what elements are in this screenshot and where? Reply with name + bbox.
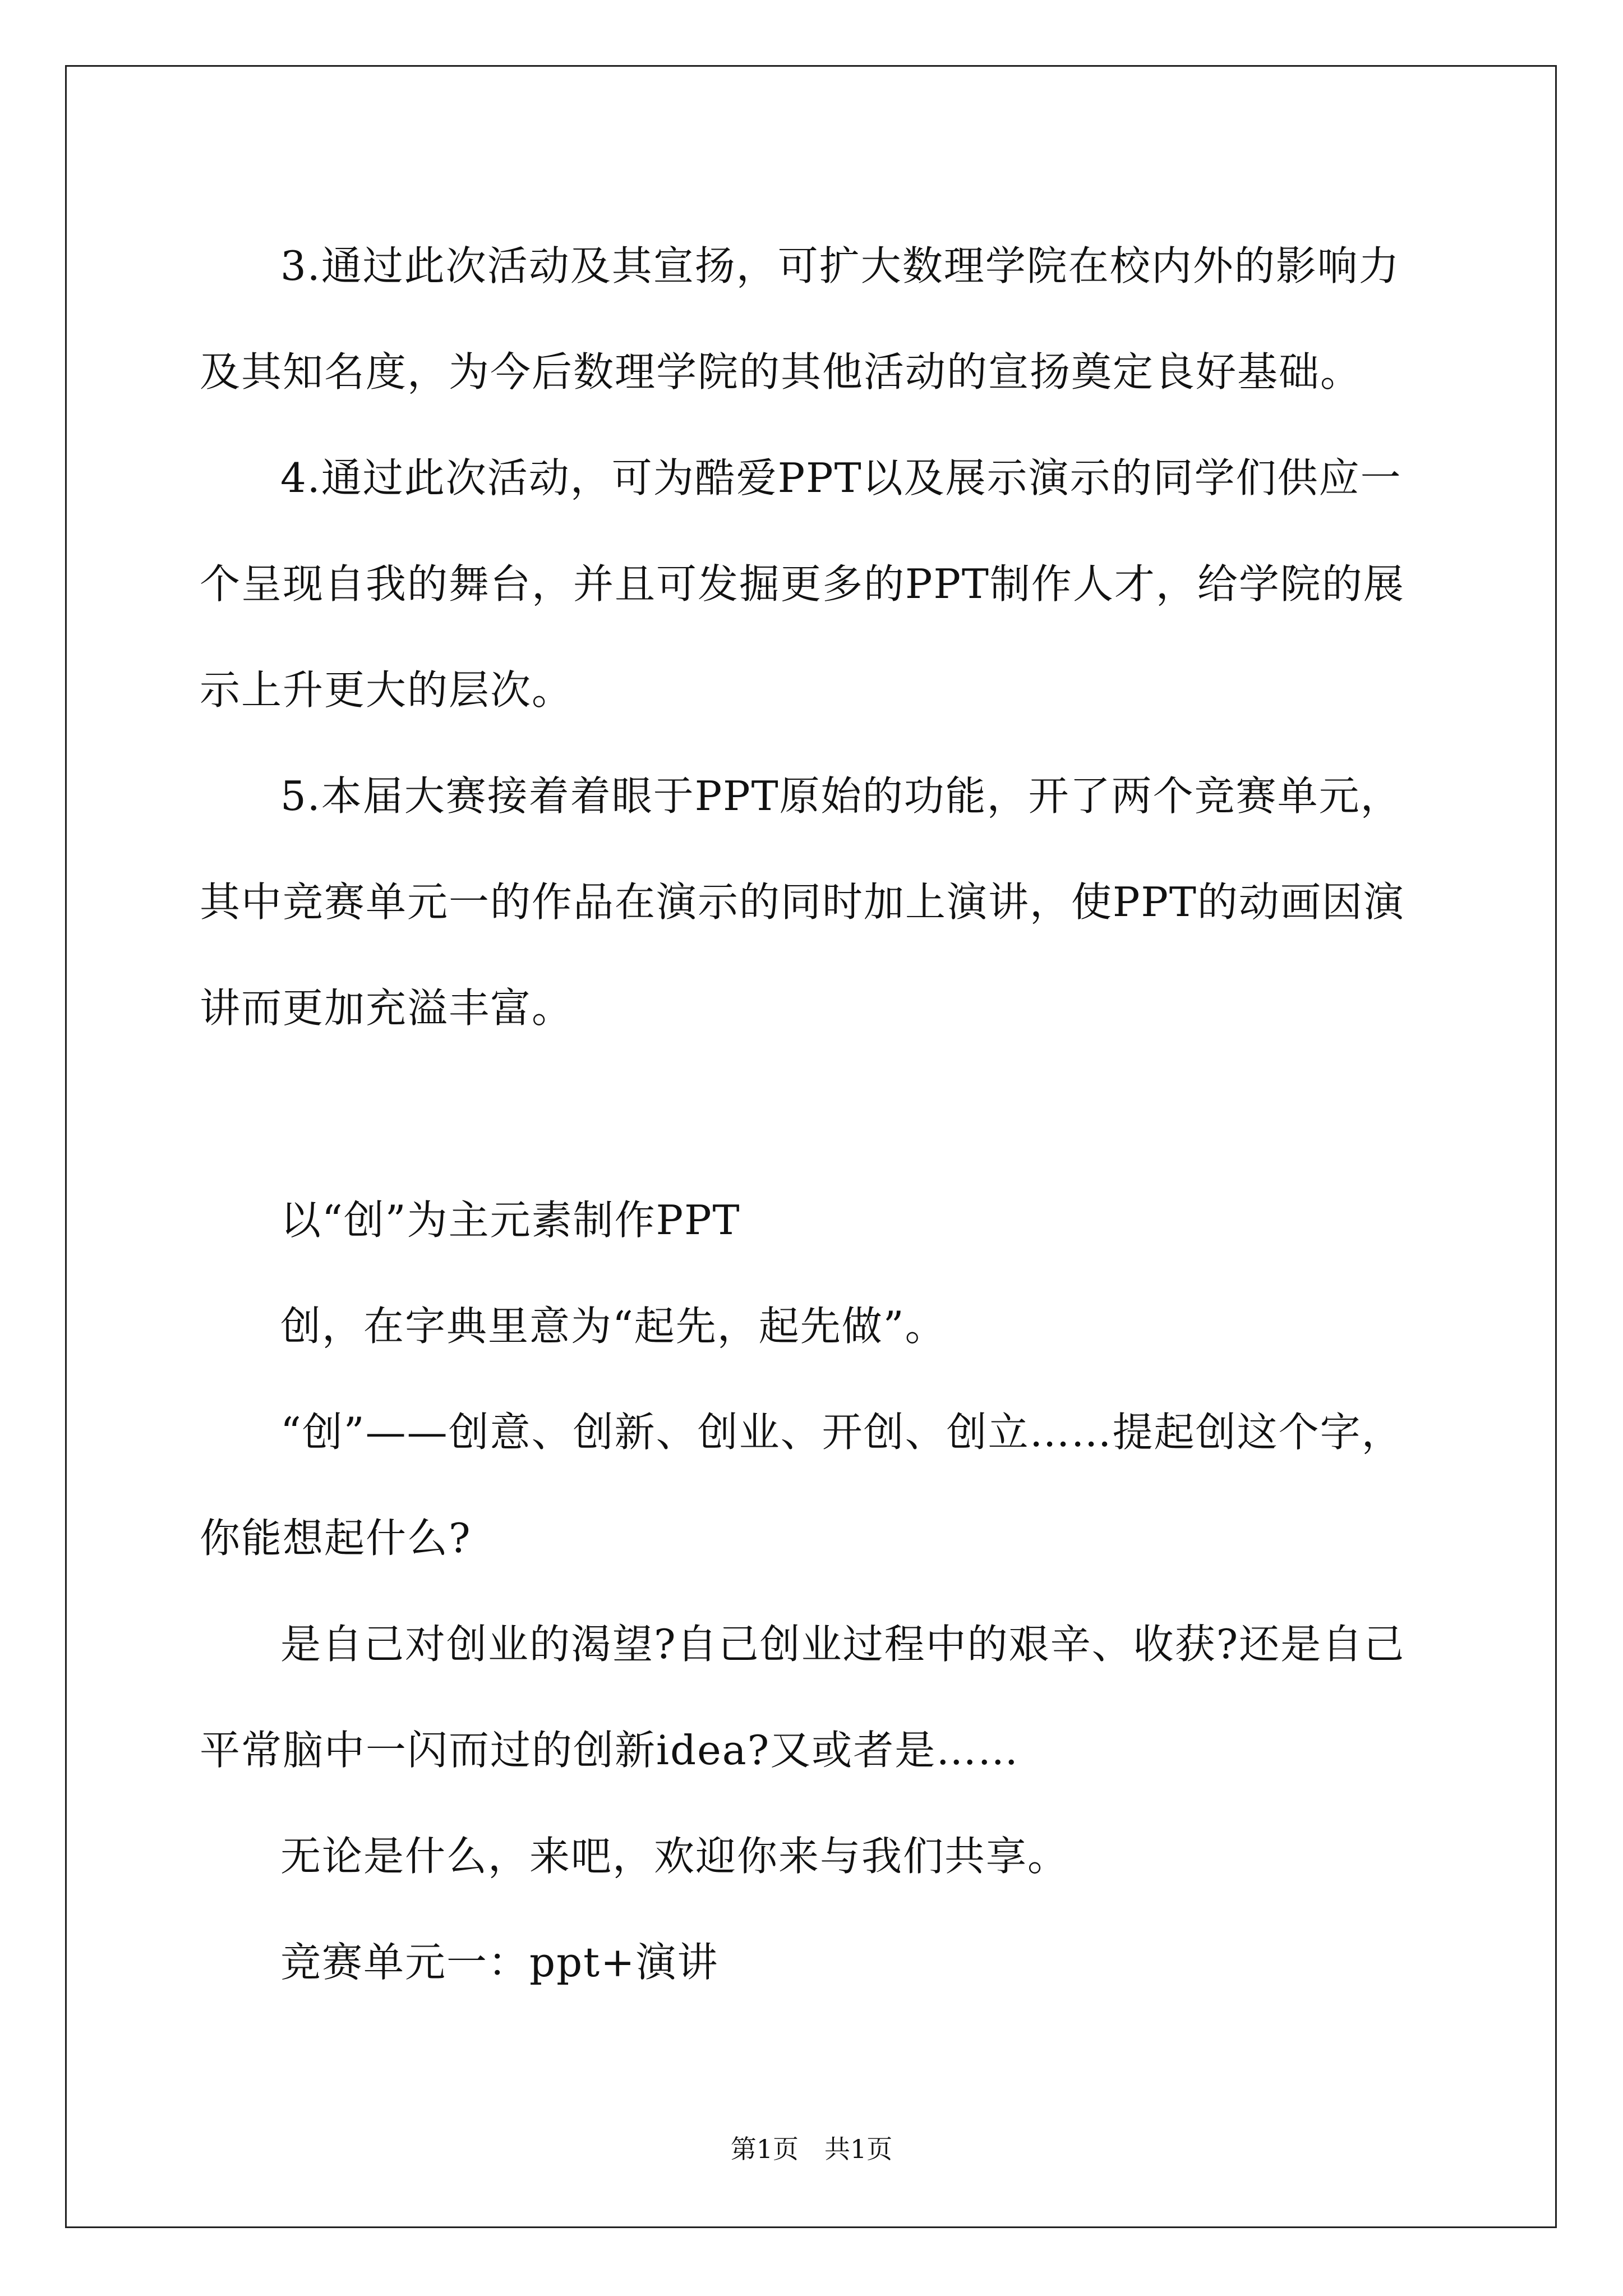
document-body xyxy=(200,213,1428,2016)
examples-paragraph: 是自己对创业的渴望?自己创业过程中的艰辛、收获?还是自己平常脑中一闪而过的创新idea?又或者是…… xyxy=(200,1621,1405,1774)
paragraph-item-5: 5.本届大赛接着着眼于PPT原始的功能，开了两个竞赛单元，其中竞赛单元一的作品在演示的同时加上演讲，使PPT的动画因演讲而更加充溢丰富。 xyxy=(200,772,1405,1032)
section-heading: 以“创”为主元素制作PPT xyxy=(280,1197,741,1244)
paragraph-item-4: 4.通过此次活动，可为酷爱PPT以及展示演示的同学们供应一个呈现自我的舞台，并且可发掘更多的PPT制作人才，给学院的展示上升更大的层次。 xyxy=(200,454,1405,714)
invitation-paragraph: 无论是什么，来吧，欢迎你来与我们共享。 xyxy=(280,1833,1069,1880)
definition-paragraph: 创，在字典里意为“起先，起先做”。 xyxy=(280,1303,947,1350)
question-paragraph: “创”——创意、创新、创业、开创、创立……提起创这个字，你能想起什么? xyxy=(200,1409,1403,1562)
page-footer: 第1页 共1页 xyxy=(730,2134,893,2164)
section-gap xyxy=(200,1061,1428,1167)
competition-unit-paragraph: 竞赛单元一：ppt+演讲 xyxy=(280,1939,719,1986)
paragraph-item-3: 3.通过此次活动及其宣扬，可扩大数理学院在校内外的影响力及其知名度，为今后数理学院的其他活动的宣扬奠定良好基础。 xyxy=(200,242,1400,395)
